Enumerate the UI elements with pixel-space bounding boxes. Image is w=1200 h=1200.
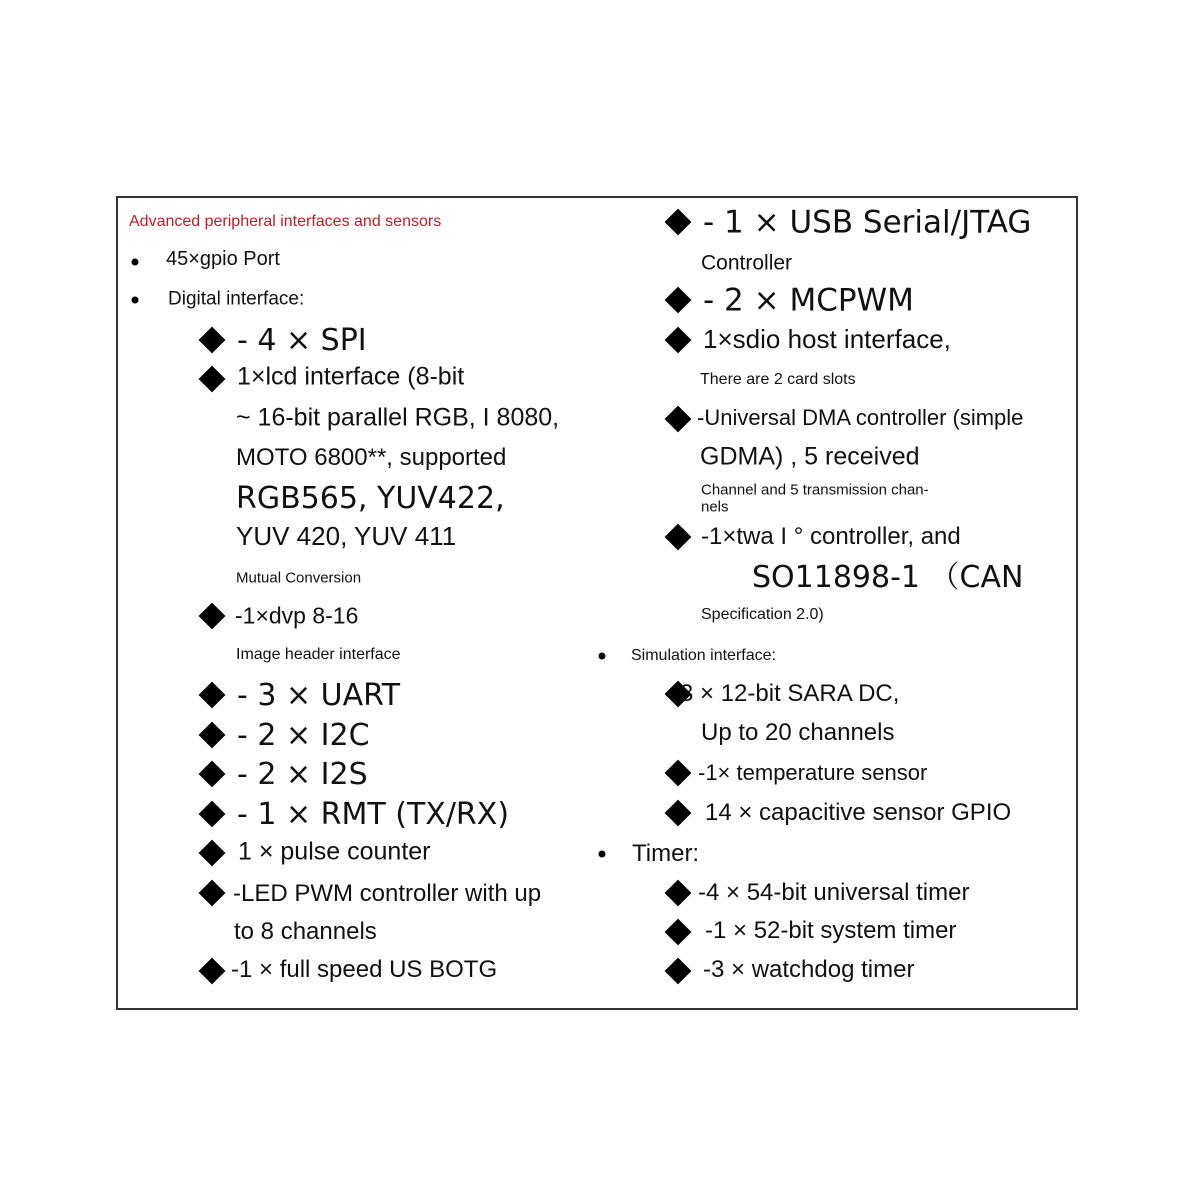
watchdog-timer-item: -3 × watchdog timer bbox=[703, 956, 915, 983]
spi-item: - 4 × SPI bbox=[237, 323, 367, 358]
dma-item: -Universal DMA controller (simple bbox=[697, 405, 1024, 430]
digital-heading: Digital interface: bbox=[168, 288, 305, 310]
usb-jtag-item: - 1 × USB Serial/JTAG bbox=[703, 204, 1032, 241]
adc-item-line: Up to 20 channels bbox=[701, 719, 895, 746]
led-pwm-item: -LED PWM controller with up bbox=[233, 880, 542, 907]
i2c-item: - 2 × I2C bbox=[237, 718, 370, 753]
usb-jtag-item-line: Controller bbox=[701, 251, 793, 275]
dma-item-note: nels bbox=[701, 498, 729, 516]
lcd-item-line: RGB565, YUV422, bbox=[236, 481, 505, 516]
lcd-item: 1×lcd interface (8-bit bbox=[237, 362, 465, 391]
universal-timer-item: -4 × 54-bit universal timer bbox=[698, 879, 970, 906]
dvp-item-note: Image header interface bbox=[236, 646, 401, 663]
bullet-icon bbox=[132, 297, 139, 304]
rmt-item: - 1 × RMT (TX/RX) bbox=[237, 797, 510, 832]
section-title: Advanced peripheral interfaces and sensors bbox=[129, 213, 442, 230]
i2s-item: - 2 × I2S bbox=[237, 757, 368, 792]
bullet-icon bbox=[599, 851, 606, 858]
twai-item-line: SO11898-1 （CAN bbox=[752, 560, 1024, 595]
timer-heading: Timer: bbox=[632, 840, 700, 867]
pulse-counter-item: 1 × pulse counter bbox=[238, 837, 431, 866]
temperature-sensor-item: -1× temperature sensor bbox=[698, 760, 928, 785]
usb-otg-item: -1 × full speed US BOTG bbox=[231, 956, 498, 983]
analog-heading: Simulation interface: bbox=[631, 647, 776, 664]
mcpwm-item: - 2 × MCPWM bbox=[703, 282, 914, 319]
sdio-item-note: There are 2 card slots bbox=[700, 371, 856, 388]
gpio-item: 45×gpio Port bbox=[166, 248, 280, 270]
bullet-icon bbox=[599, 653, 606, 660]
lcd-item-line: YUV 420, YUV 411 bbox=[236, 521, 457, 551]
dma-item-note: Channel and 5 transmission chan- bbox=[701, 481, 929, 499]
dvp-item: -1×dvp 8-16 bbox=[235, 602, 359, 629]
bullet-icon bbox=[132, 259, 139, 266]
touch-sensor-item: 14 × capacitive sensor GPIO bbox=[705, 799, 1012, 826]
lcd-item-line: ~ 16-bit parallel RGB, I 8080, bbox=[236, 403, 560, 432]
uart-item: - 3 × UART bbox=[237, 678, 401, 713]
twai-item: -1×twa I ° controller, and bbox=[701, 523, 961, 550]
dma-item-line: GDMA) , 5 received bbox=[700, 442, 920, 471]
system-timer-item: -1 × 52-bit system timer bbox=[705, 917, 957, 944]
adc-item: 3 × 12-bit SARA DC, bbox=[680, 680, 900, 707]
led-pwm-item-line: to 8 channels bbox=[234, 918, 377, 945]
twai-item-note: Specification 2.0) bbox=[701, 606, 824, 623]
sdio-item: 1×sdio host interface, bbox=[703, 324, 951, 354]
lcd-item-note: Mutual Conversion bbox=[236, 569, 362, 587]
lcd-item-line: MOTO 6800**, supported bbox=[236, 444, 507, 471]
